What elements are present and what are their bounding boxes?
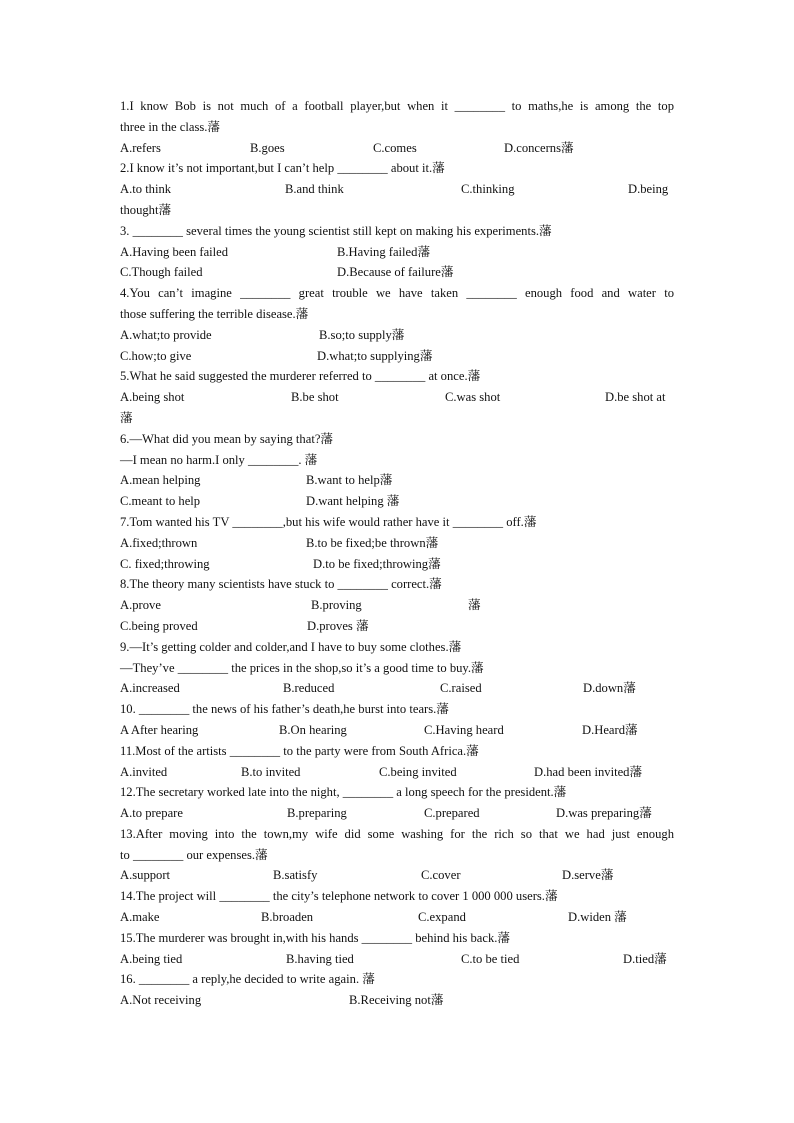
question-10 bbox=[120, 699, 674, 741]
option-b[interactable]: B.proving bbox=[311, 598, 362, 613]
option-d[interactable]: D.proves 藩 bbox=[307, 618, 369, 633]
option-d[interactable]: D.be shot at bbox=[605, 390, 666, 405]
options-row bbox=[120, 720, 674, 741]
option-b[interactable]: B.On hearing bbox=[279, 722, 347, 737]
question-text: 4.You can’t imagine ________ great trouble we have taken ________ enough food and water to bbox=[120, 286, 674, 301]
option-c[interactable]: C.being invited bbox=[379, 764, 457, 779]
options-row bbox=[120, 138, 674, 159]
option-c[interactable]: C.to be tied bbox=[461, 951, 520, 966]
question-text: 9.—It’s getting colder and colder,and I have to buy some clothes.藩 bbox=[120, 639, 462, 654]
option-c[interactable]: C.thinking bbox=[461, 182, 515, 197]
question-13 bbox=[120, 824, 674, 886]
option-d[interactable]: D.want helping 藩 bbox=[306, 494, 400, 509]
option-a[interactable]: A.what;to provide bbox=[120, 327, 212, 342]
question-text: 16. ________ a reply,he decided to write again. 藩 bbox=[120, 972, 375, 987]
question-5 bbox=[120, 366, 674, 428]
options-row bbox=[120, 387, 674, 408]
option-d[interactable]: D.to be fixed;throwing藩 bbox=[313, 556, 441, 571]
option-c[interactable]: C.prepared bbox=[424, 806, 480, 821]
option-b[interactable]: B.having tied bbox=[286, 951, 354, 966]
option-a[interactable]: A.to think bbox=[120, 182, 172, 197]
option-c[interactable]: C.expand bbox=[418, 910, 466, 925]
question-text: 6.—What did you mean by saying that?藩 bbox=[120, 431, 333, 446]
option-b[interactable]: B.and think bbox=[285, 182, 344, 197]
question-1 bbox=[120, 96, 674, 158]
option-d[interactable]: D.Heard藩 bbox=[582, 722, 638, 737]
options-row bbox=[120, 762, 674, 783]
question-12 bbox=[120, 782, 674, 824]
question-text: —I mean no harm.I only ________. 藩 bbox=[120, 452, 318, 467]
option-a[interactable]: A After hearing bbox=[120, 722, 199, 737]
options-row bbox=[120, 470, 674, 491]
question-text: 1.I know Bob is not much of a football player,but when it ________ to maths,he is among the top bbox=[120, 99, 674, 113]
options-row bbox=[120, 491, 674, 512]
option-a[interactable]: A.being shot bbox=[120, 390, 185, 405]
question-text: 11.Most of the artists ________ to the party were from South Africa.藩 bbox=[120, 743, 479, 758]
question-text: those suffering the terrible disease.藩 bbox=[120, 306, 309, 321]
option-a[interactable]: A.refers bbox=[120, 140, 161, 155]
question-text: —They’ve ________ the prices in the shop,so it’s a good time to buy.藩 bbox=[120, 660, 484, 675]
option-a[interactable]: A.increased bbox=[120, 681, 180, 696]
option-d[interactable]: D.widen 藩 bbox=[568, 910, 627, 925]
option-a[interactable]: A.being tied bbox=[120, 951, 183, 966]
option-a[interactable]: A.mean helping bbox=[120, 473, 201, 488]
options-row bbox=[120, 346, 674, 367]
option-b[interactable]: B.goes bbox=[250, 140, 285, 155]
option-a[interactable]: A.prove bbox=[120, 598, 161, 613]
option-b[interactable]: B.broaden bbox=[261, 910, 314, 925]
option-c[interactable]: C.comes bbox=[373, 140, 417, 155]
option-b[interactable]: B.want to help藩 bbox=[306, 473, 393, 488]
question-text: three in the class.藩 bbox=[120, 119, 221, 134]
option-b[interactable]: B.Receiving not藩 bbox=[349, 993, 444, 1008]
option-d[interactable]: D.down藩 bbox=[583, 681, 636, 696]
option-b[interactable]: B.preparing bbox=[287, 806, 347, 821]
options-row bbox=[120, 990, 674, 1011]
options-row bbox=[120, 554, 674, 575]
option-b[interactable]: B.reduced bbox=[283, 681, 335, 696]
options-row bbox=[120, 595, 674, 616]
question-text: 8.The theory many scientists have stuck to ________ correct.藩 bbox=[120, 577, 442, 592]
question-text: 3. ________ several times the young scientist still kept on making his experiments.藩 bbox=[120, 223, 552, 238]
options-row bbox=[120, 803, 674, 824]
options-row bbox=[120, 949, 674, 970]
option-d[interactable]: D.was preparing藩 bbox=[556, 806, 652, 821]
option-c[interactable]: C.being proved bbox=[120, 618, 198, 633]
option-d[interactable]: D.concerns藩 bbox=[504, 140, 574, 155]
option-b[interactable]: B.Having failed藩 bbox=[337, 244, 431, 259]
question-text: 14.The project will ________ the city’s telephone network to cover 1 000 000 users.藩 bbox=[120, 889, 558, 904]
option-b[interactable]: B.satisfy bbox=[273, 868, 318, 883]
question-7 bbox=[120, 512, 674, 574]
options-row bbox=[120, 533, 674, 554]
option-c[interactable]: C.cover bbox=[421, 868, 461, 883]
question-16 bbox=[120, 969, 674, 1011]
question-text: 7.Tom wanted his TV ________,but his wife would rather have it ________ off.藩 bbox=[120, 514, 537, 529]
question-2 bbox=[120, 158, 674, 220]
question-9 bbox=[120, 637, 674, 699]
option-a[interactable]: A.make bbox=[120, 910, 160, 925]
option-a[interactable]: A.fixed;thrown bbox=[120, 535, 198, 550]
question-4 bbox=[120, 283, 674, 366]
option-d[interactable]: D.Because of failure藩 bbox=[337, 265, 454, 280]
options-row bbox=[120, 865, 674, 886]
option-b[interactable]: B.to invited bbox=[241, 764, 301, 779]
question-list bbox=[120, 96, 674, 1011]
option-continuation: 藩 bbox=[120, 410, 133, 425]
question-text: to ________ our expenses.藩 bbox=[120, 847, 268, 862]
option-d[interactable]: D.being bbox=[628, 182, 669, 197]
option-continuation: thought藩 bbox=[120, 202, 172, 217]
question-text: 13.After moving into the town,my wife did some washing for the rich so that we had just enough bbox=[120, 826, 674, 841]
options-row bbox=[120, 907, 674, 928]
option-b[interactable]: B.to be fixed;be thrown藩 bbox=[306, 535, 439, 550]
option-c[interactable]: C.Having heard bbox=[424, 722, 504, 737]
options-row bbox=[120, 242, 674, 263]
question-text: 5.What he said suggested the murderer referred to ________ at once.藩 bbox=[120, 369, 481, 384]
question-8 bbox=[120, 574, 674, 636]
option-a[interactable]: A.support bbox=[120, 868, 171, 883]
question-14 bbox=[120, 886, 674, 928]
option-c[interactable]: C.how;to give bbox=[120, 348, 192, 363]
option-a[interactable]: A.invited bbox=[120, 764, 168, 779]
question-text: 10. ________ the news of his father’s death,he burst into tears.藩 bbox=[120, 702, 449, 717]
option-c[interactable]: C.was shot bbox=[445, 390, 501, 405]
option-d[interactable]: D.what;to supplying藩 bbox=[317, 348, 433, 363]
question-text: 15.The murderer was brought in,with his hands ________ behind his back.藩 bbox=[120, 930, 510, 945]
option-a[interactable]: A.Not receiving bbox=[120, 993, 202, 1008]
question-15 bbox=[120, 928, 674, 970]
option-c[interactable]: C.meant to help bbox=[120, 494, 201, 509]
option-c[interactable]: C. fixed;throwing bbox=[120, 556, 210, 571]
option-d[interactable]: D.had been invited藩 bbox=[534, 764, 643, 779]
question-11 bbox=[120, 741, 674, 783]
option-b[interactable]: B.be shot bbox=[291, 390, 339, 405]
options-row bbox=[120, 179, 674, 200]
options-row bbox=[120, 262, 674, 283]
question-text: 12.The secretary worked late into the night, ________ a long speech for the president.藩 bbox=[120, 785, 567, 800]
question-text: 2.I know it’s not important,but I can’t help ________ about it.藩 bbox=[120, 161, 445, 176]
question-3 bbox=[120, 221, 674, 283]
option-d[interactable]: D.serve藩 bbox=[562, 868, 614, 883]
option-c[interactable]: C.Though failed bbox=[120, 265, 203, 280]
option-d[interactable]: D.tied藩 bbox=[623, 951, 667, 966]
options-row bbox=[120, 325, 674, 346]
question-6 bbox=[120, 429, 674, 512]
option-c[interactable]: C.raised bbox=[440, 681, 482, 696]
option-b[interactable]: B.so;to supply藩 bbox=[319, 327, 405, 342]
option-marker: 藩 bbox=[468, 598, 481, 613]
options-row bbox=[120, 616, 674, 637]
option-a[interactable]: A.Having been failed bbox=[120, 244, 229, 259]
option-a[interactable]: A.to prepare bbox=[120, 806, 183, 821]
options-row bbox=[120, 678, 674, 699]
